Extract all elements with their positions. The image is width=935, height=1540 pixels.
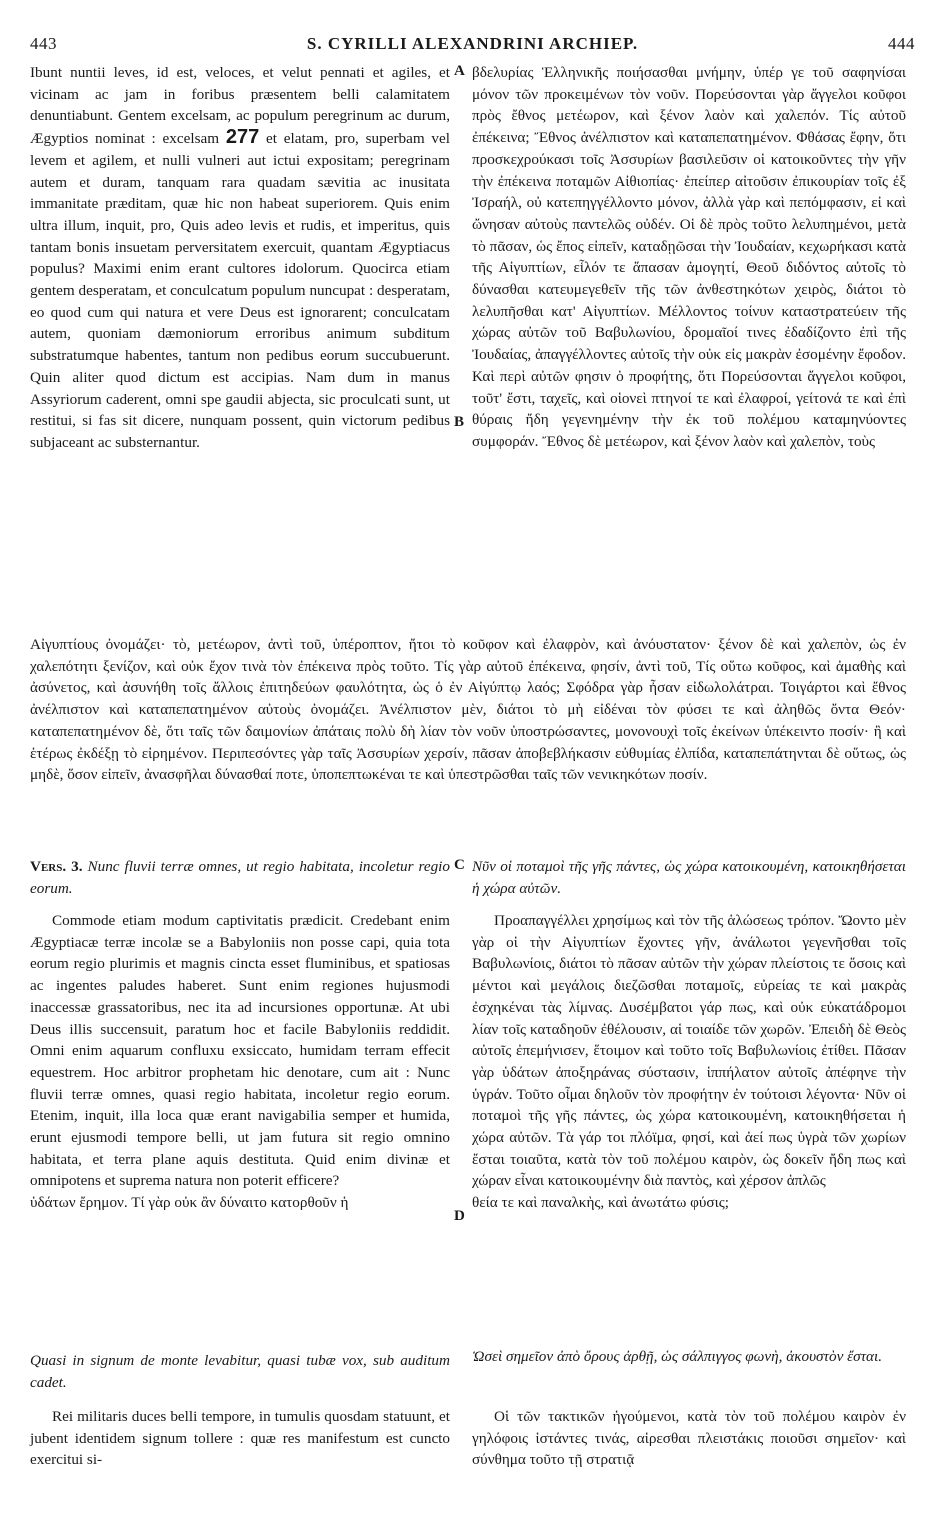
latin-greek-line: ὑδάτων ἔρημον. Τί γὰρ οὐκ ἂν δύναιτο κατορθοῦν ἡ — [30, 1194, 349, 1212]
margin-marker-b: B — [454, 414, 465, 430]
verse-next-greek-text: Ὡσεὶ σημεῖον ἀπὸ ὄρους ἀρθῇ, ὡς σάλπιγγος φωνὴ, ἀκουστὸν ἔσται. — [472, 1348, 883, 1365]
greek-column-bottom — [472, 1406, 906, 1471]
greek-full-width — [30, 634, 906, 786]
running-title: S. CYRILLI ALEXANDRINI ARCHIEP. — [306, 34, 639, 53]
latin-text-1: Ibunt nuntii leves, id est, veloces, et velut pennati et agiles, et vicinam ac jam in foribus præsentem belli calamitatem denuntiabunt. Gentem excelsam, ac populum peregrinum ac durum, Ægyptios nominat : excelsam — [30, 64, 450, 148]
column-number-277: 277 — [225, 126, 260, 149]
latin-column-mid — [30, 910, 450, 1214]
latin-text-2: et elatam, pro, superbam vel levem et agilem, et nulli vulneri aut ictui expositam; peregrinam autem et duram, tanquam rara quadam sævitia ac inusitata immanitate præditam, quæ hic non habeat superiorem. Quis enim ultra illum, inquit, pro, Quis adeo levis et rudis, et imperitus, quis tantam bonis insuetam perversitatem exercuit, quantam Ægyptiacus populus? Maximi enim erant cultores idolorum. Quocirca etiam gentem desperatam, et conculcatum populum nuncupat : desperatam, eo quod cum qui natura et vere Deus est ignorarent; conculcatam autem, quoniam dæmoniorum erroribus animum subditum substratumque habentes, tantum non pedibus eorum succubuerunt. Quin aliter quod dictum est accipias. Nam dum in manus Assyriorum caderent, omni spe gaudii abjecta, sic proculcati sunt, ut restitui, si fas sit dicere, nunquam possent, quin victorum pedibus subjaceant ac substernantur. — [30, 130, 450, 451]
greek-end-line: θεία τε καὶ παναλκὴς, καὶ ἀνωτάτω φύσις; — [472, 1194, 729, 1212]
verse-3-greek-text: Νῦν οἱ ποταμοὶ τῆς γῆς πάντες, ὡς χώρα κατοικουμένη, κατοικηθήσεται ἡ χώρα αὐτῶν. — [472, 858, 906, 897]
page-number-left: 443 — [30, 34, 57, 53]
running-header — [30, 30, 915, 58]
greek-text-mid: Προαπαγγέλλει χρησίμως καὶ τὸν τῆς ἁλώσεως τρόπον. Ὤοντο μὲν γὰρ οἱ τὴν Αἰγυπτίων ἔχοντες γῆν, ἀνάλωτοι γεγενῆσθαι τοῖς Βαβυλωνίοις, διάτοι τὸ πᾶσαν αὐτῶν τὴν χώραν πλείστοις τε ὅσοις καὶ μέντοι καὶ μεγάλοις διεζῶσθαι ποταμοῖς, εὐρείας τε καὶ μακρὰς ἐσχηκέναι τὰς λίμνας. Δυσέμβατοι γάρ πως, καὶ οὐκ εὐκατάδρομοι λίαν τοῖς καταδηοῦν ἐθέλουσιν, αἱ τοιαίδε τῶν χωρῶν. Ἐπειδὴ δὲ Θεὸς αὐτοῖς ἐπεμήνισεν, ἕτοιμον καὶ τοῦτο τοῖς Βαβυλωνίοις ἐτίθει. Πᾶσαν γὰρ ὑδάτων ἀποξηράνας σύστασιν, ἱππήλατον αὐτοῖς ἀπέφηνε τὴν ὑγράν. Τοῦτο οἶμαι δηλοῦν τὸν προφήτην ἐν τούτοισι λέγοντα· Νῦν οἱ ποταμοὶ τῆς γῆς πάντες, ὡς χώρα κατοικουμένη, κατοικηθήσεται ἡ χώρα αὐτῶν. Τὰ γάρ τοι πλόϊμα, φησί, καὶ ἀεί πως ὑγρὰ τῶν χωρίων ἔσται τοιαῦτα, κατὰ τὸν τοῦ πολέμου καιρὸν, ὡς δοκεῖν ἤδη πως καὶ χώραν εἶναι κατοικουμένην διὰ παντὸς, καὶ χέρσον ἁπλῶς — [472, 912, 906, 1190]
verse-label: Vers. 3. — [30, 858, 83, 875]
latin-text-bottom: Rei militaris duces belli tempore, in tumulis quosdam statuunt, et jubent identidem signum tollere : quæ res manifestum est cuncto exercitui si- — [30, 1408, 450, 1469]
latin-column-bottom — [30, 1406, 450, 1471]
greek-text-full: Αἰγυπτίους ὀνομάζει· τὸ, μετέωρον, ἀντὶ τοῦ, ὑπέροπτον, ἤτοι τὸ κοῦφον καὶ ἐλαφρὸν, καὶ ἀνόυστατον· ξένον δὲ καὶ χαλεπὸν, ὡς ἐν χαλεπότητι ξενίζον, καὶ οὐκ ἔχον τινὰ τὸν ἐπέκεινα πρὸς τοῦτο. Τίς γὰρ αὐτοῦ ἐπέκεινα, φησίν, ἀντὶ τοῦ, Τίς οὕτω κοῦφος, καὶ ἀμαθὴς καὶ ἀσύνετος, καὶ ἀσυνήθη τοῖς ἄλλοις ἐπιτηδεύων φαυλότητα, ὡς ὁ ἐν Αἰγύπτῳ λαός; Σφόδρα γὰρ ἦσαν εἰδωλολάτραι. Τοιγάρτοι καὶ ἔθνος ἀνέλπιστον καὶ καταπεπατημένον αὐτοὺς ὀνομάζει. Ἀνέλπιστον μὲν, διάτοι τὸ μὴ εἰδέναι τὸν φύσει τε καὶ ἀληθῶς ὄντα Θεόν· καταπεπατημένον δὲ, ὅτι ταῖς τῶν δαιμονίων ἀπάταις πολὺ δὴ λίαν τὸν νοῦν ὑποστρώσαντες, μονονουχὶ τοῖς ἐκείνων ὑπέκειντο ποσίν· ἢ καὶ ἑτέρως ἐκδέξῃ τὸ εἰρημένον. Περιπεσόντες γὰρ ταῖς Ἀσσυρίων χερσίν, πᾶσαν ἀποβεβλήκασιν εὐθυμίας ἐλπίδα, καταπεπάτηνται δὲ οὕτως, ὡς μηδὲ, ὅσον εἰπεῖν, ἀνασφῆλαι δύνασθαί ποτε, ὑποπεπτωκέναι τε καὶ ὑπεστρῶσθαι ταῖς τῶν νενικηκότων ποσίν. — [30, 636, 906, 784]
verse-next-latin-text: Quasi in signum de monte levabitur, quasi tubæ vox, sub auditum cadet. — [30, 1352, 450, 1391]
margin-marker-d: D — [454, 1208, 465, 1224]
greek-column-top — [472, 62, 906, 453]
greek-text-bottom: Οἱ τῶν τακτικῶν ἡγούμενοι, κατὰ τὸν τοῦ πολέμου καιρὸν ἐν γηλόφοις ἱστάντες τινάς, αἱρεσθαι πλειστάκις ποιοῦσι σημεῖον· καὶ σύνθημα τοῦτο τῇ στρατιᾷ — [472, 1408, 906, 1469]
verse-3-latin-text: Nunc fluvii terræ omnes, ut regio habitata, incoletur regio eorum. — [30, 858, 450, 897]
margin-marker-c: C — [454, 857, 465, 873]
verse-next-greek — [472, 1346, 906, 1368]
greek-text-top: βδελυρίας Ἑλληνικῆς ποιήσασθαι μνήμην, ὑπέρ γε τοῦ σαφηνίσαι μόνον τῶν προκειμένων τὸν νοῦν. Πορεύσονται γὰρ ἄγγελοι κοῦφοι πρὸς ἔθνος μετέωρον, καὶ ξένον λαὸν καὶ χαλεπόν. Τίς αὐτοῦ ἐπέκεινα; Ἔθνος ἀνέλπιστον καὶ καταπεπατημένον. Φθάσας ἔφην, ὅτι προσκεχρούκασι τοῖς Ἀσσυρίων βασιλεῦσιν οἱ κατοικοῦντες τὴν γῆν τὴν ἐπέκεινα ποταμῶν Αἰθιοπίας· ἐπείπερ αἰτοῦσιν ἐπικουρίαν τοῖς ἐξ Ἰσραήλ, οὐ κατεπηγγέλλοντο μόνον, ἀλλὰ γὰρ καὶ πεπόμφασιν, εἰ καὶ ὤνησαν αὐτοὺς παντελῶς οὐδέν. Οἱ δὲ πρὸς τοῦτο λελυπημένοι, μετὰ τὸ πᾶσαν, ὡς ἔπος εἰπεῖν, καταδῃῶσαι τὴν Ἰουδαίαν, κεχωρήκασι κατὰ τῆς Αἰγυπτίων, εἷλόν τε ἅπασαν ἀμογητί, Θεοῦ διδόντος αὐτοῖς τὸ δύνασθαι κατευμεγεθεῖν τῆς τῶν ἀνθεστηκότων χειρὸς, διάτοι τὸ λελυπῆσθαι κατ' Αἰγυπτίων. Μέλλοντος τοίνυν καταστρατεύειν τῆς χώρας αὐτῶν τοῦ Βαβυλωνίου, δρομαῖοί τινες ἐδαδίζοντο ἐπὶ τῆς Ἰουδαίας, ἀπαγγέλλοντες αὐτοῖς τὴν οὐκ εἰς μακρὰν ἐσομένην ἔφοδον. Καὶ περὶ αὐτῶν φησιν ὁ προφήτης, ὅτι Πορεύσονται ἄγγελοι κοῦφοι, τοῦτ' ἔστι, ταχεῖς, καὶ οἱονεὶ πτηνοί τε καὶ ἐλαφροί, γείτονά τε καὶ ἐπὶ θύραις ἤδη γεγενημένην τὴν ἐκ τοῦ πολέμου καταμηνύοντες συμφοράν. Ἔθνος δὲ μετέωρον, καὶ ξένον λαὸν καὶ χαλεπὸν, τοὺς — [472, 64, 906, 450]
latin-text-mid: Commode etiam modum captivitatis prædicit. Credebant enim Ægyptiacæ terræ incolæ se a Babyloniis non posse capi, quia tota eorum regio plurimis et magnis cincta esset fluminibus, et spatiosas ac ingentes paludes haberet. Sunt enim regiones hujusmodi inaccessæ grassatoribus, nec ita ad incursiones opportunæ. At ubi Deus illis succensuit, paratum hoc et facile Babyloniis reddidit. Omni enim aquarum confluxu exsiccato, humidam terram effecit equestrem. Hoc arbitror prophetam hic denotare, cum ait : Nunc fluvii terræ omnes, quasi regio habitata, incoletur regio eorum. Etenim, inquit, illa loca quæ erant navigabilia semper et humida, erunt ejusmodi tempore belli, ut jam futura sit regio omnino habitata, et terra plane aquis destituta. Quid enim divinæ et omnipotens et suprema natura non poterit efficere? — [30, 912, 450, 1190]
margin-marker-a: A — [454, 63, 465, 79]
verse-3-greek — [472, 856, 906, 899]
latin-column-top — [30, 62, 450, 454]
verse-next-latin — [30, 1350, 450, 1393]
verse-3-latin — [30, 856, 450, 899]
greek-column-mid — [472, 910, 906, 1214]
page-number-right: 444 — [888, 34, 915, 53]
